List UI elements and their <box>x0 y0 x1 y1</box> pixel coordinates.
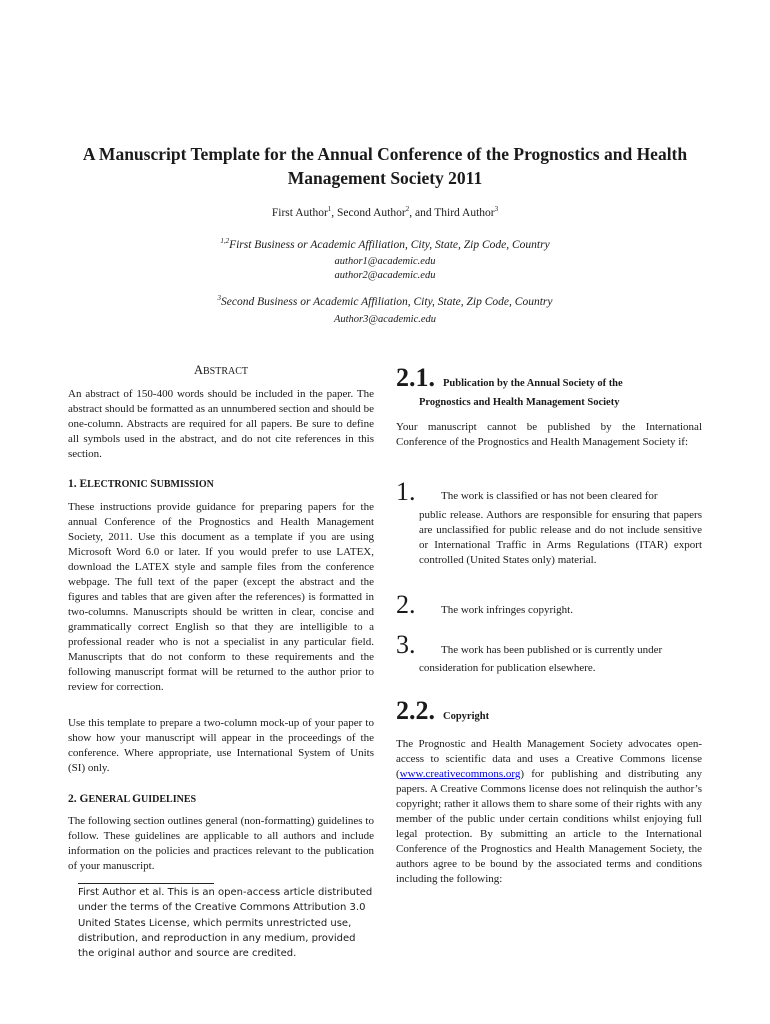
paper-title: A Manuscript Template for the Annual Conference of the Prognostics and Health Management Society 2011 <box>82 144 688 188</box>
subsection-2-1-title-line-2: Prognostics and Health Management Society <box>419 397 620 408</box>
affiliation-1-text: First Business or Academic Affiliation, City, State, Zip Code, Country <box>229 238 550 251</box>
footnote-license: First Author et al. This is an open-access article distributed under the terms of the Creative Commons Attribution 3.0 United States License, which permits unrestricted use, distribution, and reproduction in any medium, provided the original author and source are credited. <box>78 887 373 960</box>
abstract-heading-rest: BSTRACT <box>203 366 249 377</box>
section-2-paragraph-1: The following section outlines general (non-formatting) guidelines to follow. These guidelines are applicable to all authors and include information on the policies and practices relevant to the publication of your manuscript. <box>68 815 374 872</box>
list-item-3-first-line: The work has been published or is currently under <box>441 644 663 656</box>
subsection-2-1-heading <box>396 363 702 393</box>
subsection-2-1-intro: Your manuscript cannot be published by the International Conference of the Prognostics and Health Management Society if: <box>396 421 702 448</box>
list-item-1-number: 1. <box>396 477 416 506</box>
author-separator-and: , and <box>409 206 435 219</box>
author-2: Second Author <box>337 206 406 219</box>
section-1-word-1: LECTRONIC <box>87 479 151 490</box>
author-separator: , <box>331 206 338 219</box>
section-2-number: 2. <box>68 793 80 805</box>
section-1-paragraph-1: These instructions provide guidance for preparing papers for the annual Conference of the Prognostics and Health Management Society, 2011. Use this document as a template if you are using Microsoft Word 6.0 or later. If you would prefer to use LATEX, download the LATEX style and sample files from the conference webpage. The full text of the paper (except the abstract and the figures and tables that are given after the references) is formatted in two-columns. Manuscripts should be written in clear, concise and grammatically correct English so that they are intelligible to a professional reader who is not a specialist in any particular field. Manuscripts that do not conform to these requirements and the following manuscript format will be returned to the author prior to review for correction. <box>68 501 374 693</box>
section-1-paragraph-2: Use this template to prepare a two-column mock-up of your paper to show how your manuscript will appear in the proceedings of the conference. Where appropriate, use International System of Units (SI) only. <box>68 717 374 774</box>
affiliation-2 <box>60 294 710 308</box>
author-3-sup: 3 <box>494 205 499 213</box>
footnote-divider <box>78 883 214 884</box>
subsection-2-2-title: Copyright <box>443 711 490 722</box>
section-2-word-2: UIDELINES <box>141 794 197 805</box>
abstract-heading <box>68 363 374 378</box>
section-2-cap-1: G <box>79 793 89 805</box>
email-author-2: author2@academic.edu <box>334 270 436 281</box>
author-1: First Author <box>271 206 328 219</box>
copyright-text-after: ) for publishing and distributing any papers. A Creative Commons license does not relinquish the author’s copyright; rather it allows them to share some of their rights with any member of the public under certain conditions whilst enjoying full legal protection. By submitting an article to the International Conference of the Prognostics and Health Management Society, the authors agree to be bound by the associated terms and conditions including the following: <box>396 768 702 885</box>
subsection-2-2-paragraph <box>396 737 702 887</box>
section-2-cap-2: G <box>132 793 142 805</box>
section-2-word-1: ENERAL <box>88 794 133 805</box>
section-1-cap-1: E <box>79 478 88 490</box>
affiliation-2-sup: 3 <box>217 294 222 302</box>
author-2-sup: 2 <box>405 205 410 213</box>
list-item-1-rest: public release. Authors are responsible for ensuring that papers are unclassified for public release and do not include sensitive or International Traffic in Arms Regulations (ITAR) export controlled (United States only) material. <box>419 509 702 566</box>
section-1-heading <box>68 478 374 490</box>
copyright-text-before: The Prognostic and Health Management Society advocates open-access to scientific data and uses a Creative Commons license ( <box>396 738 702 780</box>
author-1-sup: 1 <box>327 205 332 213</box>
creative-commons-link[interactable]: www.creativecommons.org <box>399 768 521 780</box>
author-list <box>60 205 710 219</box>
affiliation-1 <box>60 237 710 251</box>
abstract-body: An abstract of 150-400 words should be included in the paper. The abstract should be formatted as an unnumbered section and should be one-column. Abstracts are required for all papers. Be sure to define all symbols used in the abstract, and do not cite references in this section. <box>68 388 374 460</box>
subsection-2-2-number: 2.2. <box>396 696 435 725</box>
affiliation-2-text: Second Business or Academic Affiliation, City, State, Zip Code, Country <box>221 295 553 308</box>
section-2-heading <box>68 793 374 805</box>
section-1-number: 1. <box>68 478 80 490</box>
abstract-heading-cap: A <box>193 363 203 377</box>
list-item-2-first-line: The work infringes copyright. <box>441 604 573 616</box>
list-item-3-number: 3. <box>396 630 416 659</box>
list-item-2-number: 2. <box>396 590 416 619</box>
subsection-2-2-heading <box>396 696 702 726</box>
affiliation-1-sup: 1,2 <box>220 237 230 245</box>
section-1-word-2: UBMISSION <box>156 479 214 490</box>
section-1-cap-2: S <box>150 478 157 490</box>
email-author-1: author1@academic.edu <box>334 256 436 267</box>
list-item-3-rest: consideration for publication elsewhere. <box>419 662 596 674</box>
author-3: Third Author <box>434 206 495 219</box>
subsection-2-1-number: 2.1. <box>396 363 435 392</box>
list-item-1-first-line: The work is classified or has not been cleared for <box>441 490 658 502</box>
subsection-2-1-title-line-1: Publication by the Annual Society of the <box>443 378 623 389</box>
email-author-3: Author3@academic.edu <box>333 314 437 325</box>
